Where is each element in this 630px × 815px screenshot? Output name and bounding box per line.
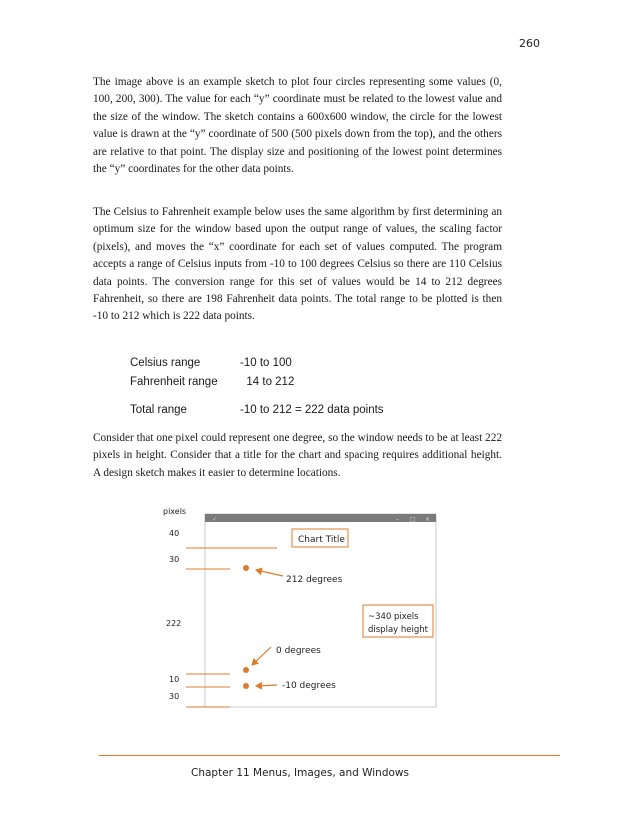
window-app-icon: ✓ bbox=[212, 516, 218, 523]
page-number: 260 bbox=[519, 37, 540, 50]
point-0 bbox=[243, 667, 249, 673]
footer-rule bbox=[99, 755, 560, 756]
label-0-degrees: 0 degrees bbox=[276, 646, 321, 656]
range-value: -10 to 100 bbox=[240, 357, 292, 369]
chapter-footer bbox=[0, 767, 630, 779]
display-height-value: ~340 pixels bbox=[368, 612, 419, 622]
chart-title: Chart Title bbox=[298, 535, 345, 545]
label-minus-10-degrees: -10 degrees bbox=[282, 681, 336, 691]
footer-label: Chapter 11 Menus, Images, and Windows bbox=[191, 767, 409, 779]
margin-label-top: 40 bbox=[169, 529, 180, 538]
window-titlebar bbox=[205, 514, 436, 522]
margin-label-bottom: 30 bbox=[169, 692, 180, 701]
point-212 bbox=[243, 565, 249, 571]
display-height-caption: display height bbox=[368, 625, 428, 635]
range-label: Fahrenheit range bbox=[130, 376, 218, 388]
label-212-degrees: 212 degrees bbox=[286, 575, 343, 585]
paragraph-3: Consider that one pixel could represent one degree, so the window needs to be at least 222 pixels in height. Consider that a title for the chart and spacing requires additional height. A design sketch makes it easier to determine locations. bbox=[93, 432, 502, 479]
paragraph-2: The Celsius to Fahrenheit example below uses the same algorithm by first determining an optimum size for the window based upon the output range of values, the scaling factor (pixels), and moves the “x” coordinate for each set of values computed. The program accepts a range of Celsius inputs from -10 to 100 degrees Celsius so there are 110 Celsius data points. The conversion range for this set of values would be 14 to 212 degrees Fahrenheit, so there are 198 Fahrenheit data points. The total range to be plotted is then -10 to 212 which is 222 data points. bbox=[93, 206, 502, 323]
range-value: -10 to 212 = 222 data points bbox=[240, 404, 384, 416]
close-icon: × bbox=[425, 516, 431, 523]
paragraph-1: The image above is an example sketch to plot four circles representing some values (0, 100, 200, 300). The value for each “y” coordinate must be related to the lowest value and the size of the window. The sketch contains a 600x600 window, the circle for the lowest value is drawn at the “y” coordinate of 500 (500 pixels down from the top), and the others are relative to that point. The display size and positioning of the lowest point determines the “y” coordinates for the other data points. bbox=[93, 76, 502, 176]
range-label: Celsius range bbox=[130, 357, 201, 369]
margin-label-low: 10 bbox=[169, 675, 180, 684]
range-value: 14 to 212 bbox=[240, 376, 295, 388]
point-minus-10 bbox=[243, 683, 249, 689]
range-label: Total range bbox=[130, 404, 187, 416]
minimize-icon: – bbox=[396, 516, 399, 523]
margin-label-title: 30 bbox=[169, 555, 180, 564]
range-pixels-label: 222 bbox=[166, 619, 182, 628]
maximize-icon: □ bbox=[410, 516, 416, 523]
pixels-label: pixels bbox=[163, 507, 187, 516]
